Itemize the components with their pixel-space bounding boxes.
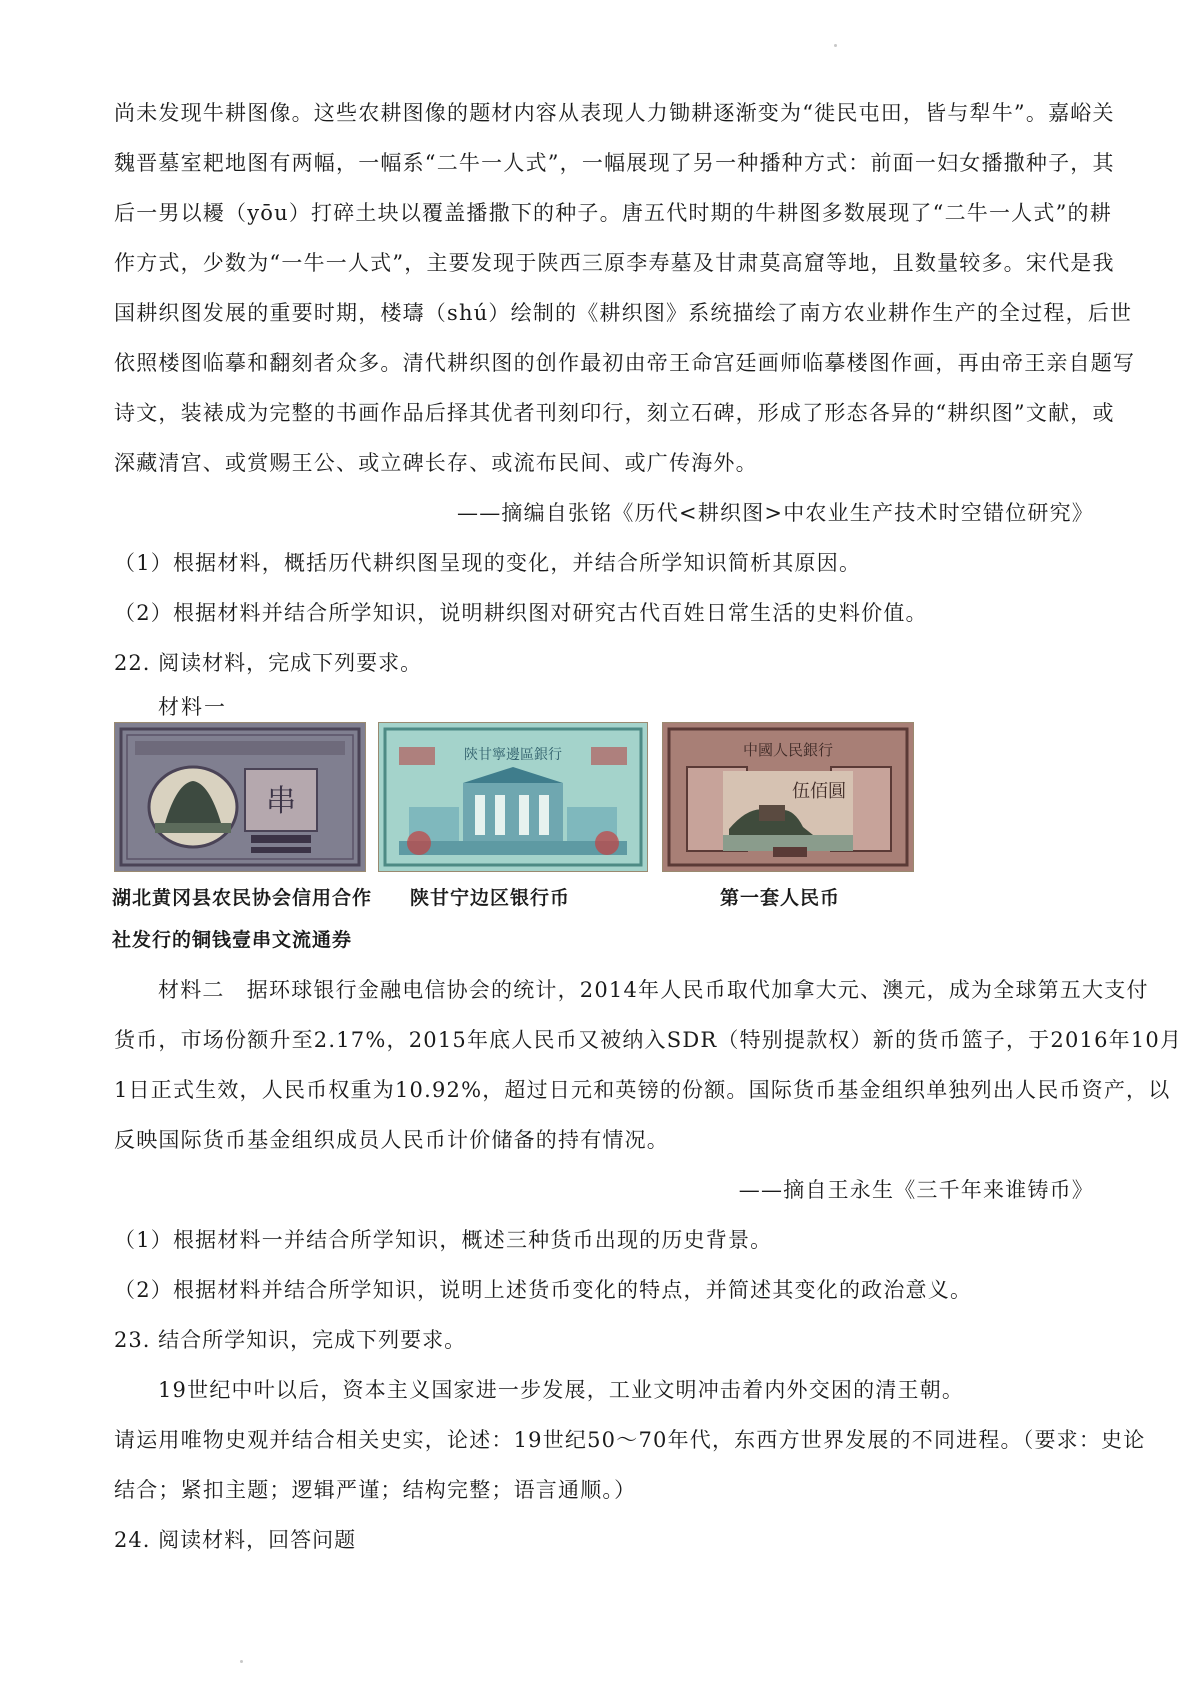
caption-banknote-1-line1: 湖北黄冈县农民协会信用合作 [112,887,373,909]
material-2-line: 1日正式生效，人民币权重为10.92%，超过日元和英镑的份额。国际货币基金组织单独列出人民币资产，以 [114,1078,1171,1102]
material-2-line: 货币，市场份额升至2.17%，2015年底人民币又被纳入SDR（特别提款权）新的货币篮子，于2016年10月 [114,1028,1183,1052]
banknote-value-text: 伍佰圓 [792,781,846,802]
banknote-image-hubei [114,722,366,872]
paragraph-line: 深藏清宫、或赏赐王公、或立碑长存、或流布民间、或广传海外。 [114,451,758,475]
question-22-1: （1）根据材料一并结合所学知识，概述三种货币出现的历史背景。 [114,1228,773,1252]
source-citation: ——摘自王永生《三千年来谁铸币》 [738,1178,1094,1202]
caption-banknote-2: 陕甘宁边区银行币 [410,887,571,909]
caption-banknote-1-line2: 社发行的铜钱壹串文流通券 [112,929,353,951]
banknote-image-first-rmb [662,722,914,872]
caption-banknote-3: 第一套人民币 [720,887,841,909]
question-22-2: （2）根据材料并结合所学知识，说明上述货币变化的特点，并简述其变化的政治意义。 [114,1278,973,1302]
banknote-bank-name: 中國人民銀行 [742,741,834,759]
question-21-2: （2）根据材料并结合所学知识，说明耕织图对研究古代百姓日常生活的史料价值。 [114,601,928,625]
paragraph-line: 国耕织图发展的重要时期，楼璹（shú）绘制的《耕织图》系统描绘了南方农业耕作生产的全过程，后世 [114,301,1133,325]
question-23-title: 23. 结合所学知识，完成下列要求。 [114,1328,467,1352]
paragraph-line: 后一男以耰（yōu）打碎土块以覆盖播撒下的种子。唐五代时期的牛耕图多数展现了“二牛一人式”的耕 [114,201,1112,225]
question-23-body: 19世纪中叶以后，资本主义国家进一步发展，工业文明冲击着内外交困的清王朝。 [158,1378,965,1402]
banknote-image-shaanganning [378,722,648,872]
paragraph-line: 诗文，装裱成为完整的书画作品后择其优者刊刻印行，刻立石碑，形成了形态各异的“耕织图”文献，或 [114,401,1115,425]
scan-speck [240,1660,243,1663]
banknote-value-text: 串 [266,784,296,819]
question-23-body: 请运用唯物史观并结合相关史实，论述：19世纪50～70年代，东西方世界发展的不同进程。（要求：史论 [114,1428,1146,1452]
scan-speck [834,44,837,47]
material-1-label: 材料一 [158,695,227,719]
material-2-line: 反映国际货币基金组织成员人民币计价储备的持有情况。 [114,1128,669,1152]
material-2-line: 材料二 据环球银行金融电信协会的统计，2014年人民币取代加拿大元、澳元，成为全球第五大支付 [158,978,1149,1002]
paragraph-line: 魏晋墓室耙地图有两幅，一幅系“二牛一人式”，一幅展现了另一种播种方式：前面一妇女播撒种子，其 [114,151,1115,175]
question-23-body: 结合；紧扣主题；逻辑严谨；结构完整；语言通顺。） [114,1478,637,1502]
banknote-bank-name: 陝甘寧邊區銀行 [464,747,562,763]
question-22-title: 22. 阅读材料，完成下列要求。 [114,651,423,675]
paragraph-line: 作方式，少数为“一牛一人式”，主要发现于陕西三原李寿墓及甘肃莫高窟等地，且数量较多。宋代是我 [114,251,1115,275]
question-24-title: 24. 阅读材料，回答问题 [114,1528,357,1552]
question-21-1: （1）根据材料，概括历代耕织图呈现的变化，并结合所学知识简析其原因。 [114,551,862,575]
paragraph-line: 依照楼图临摹和翻刻者众多。清代耕织图的创作最初由帝王命宫廷画师临摹楼图作画，再由帝王亲自题写 [114,351,1136,375]
paragraph-line: 尚未发现牛耕图像。这些农耕图像的题材内容从表现人力锄耕逐渐变为“徙民屯田，皆与犁牛”。嘉峪关 [114,101,1115,125]
source-citation: ——摘编自张铭《历代<耕织图>中农业生产技术时空错位研究》 [457,501,1094,525]
